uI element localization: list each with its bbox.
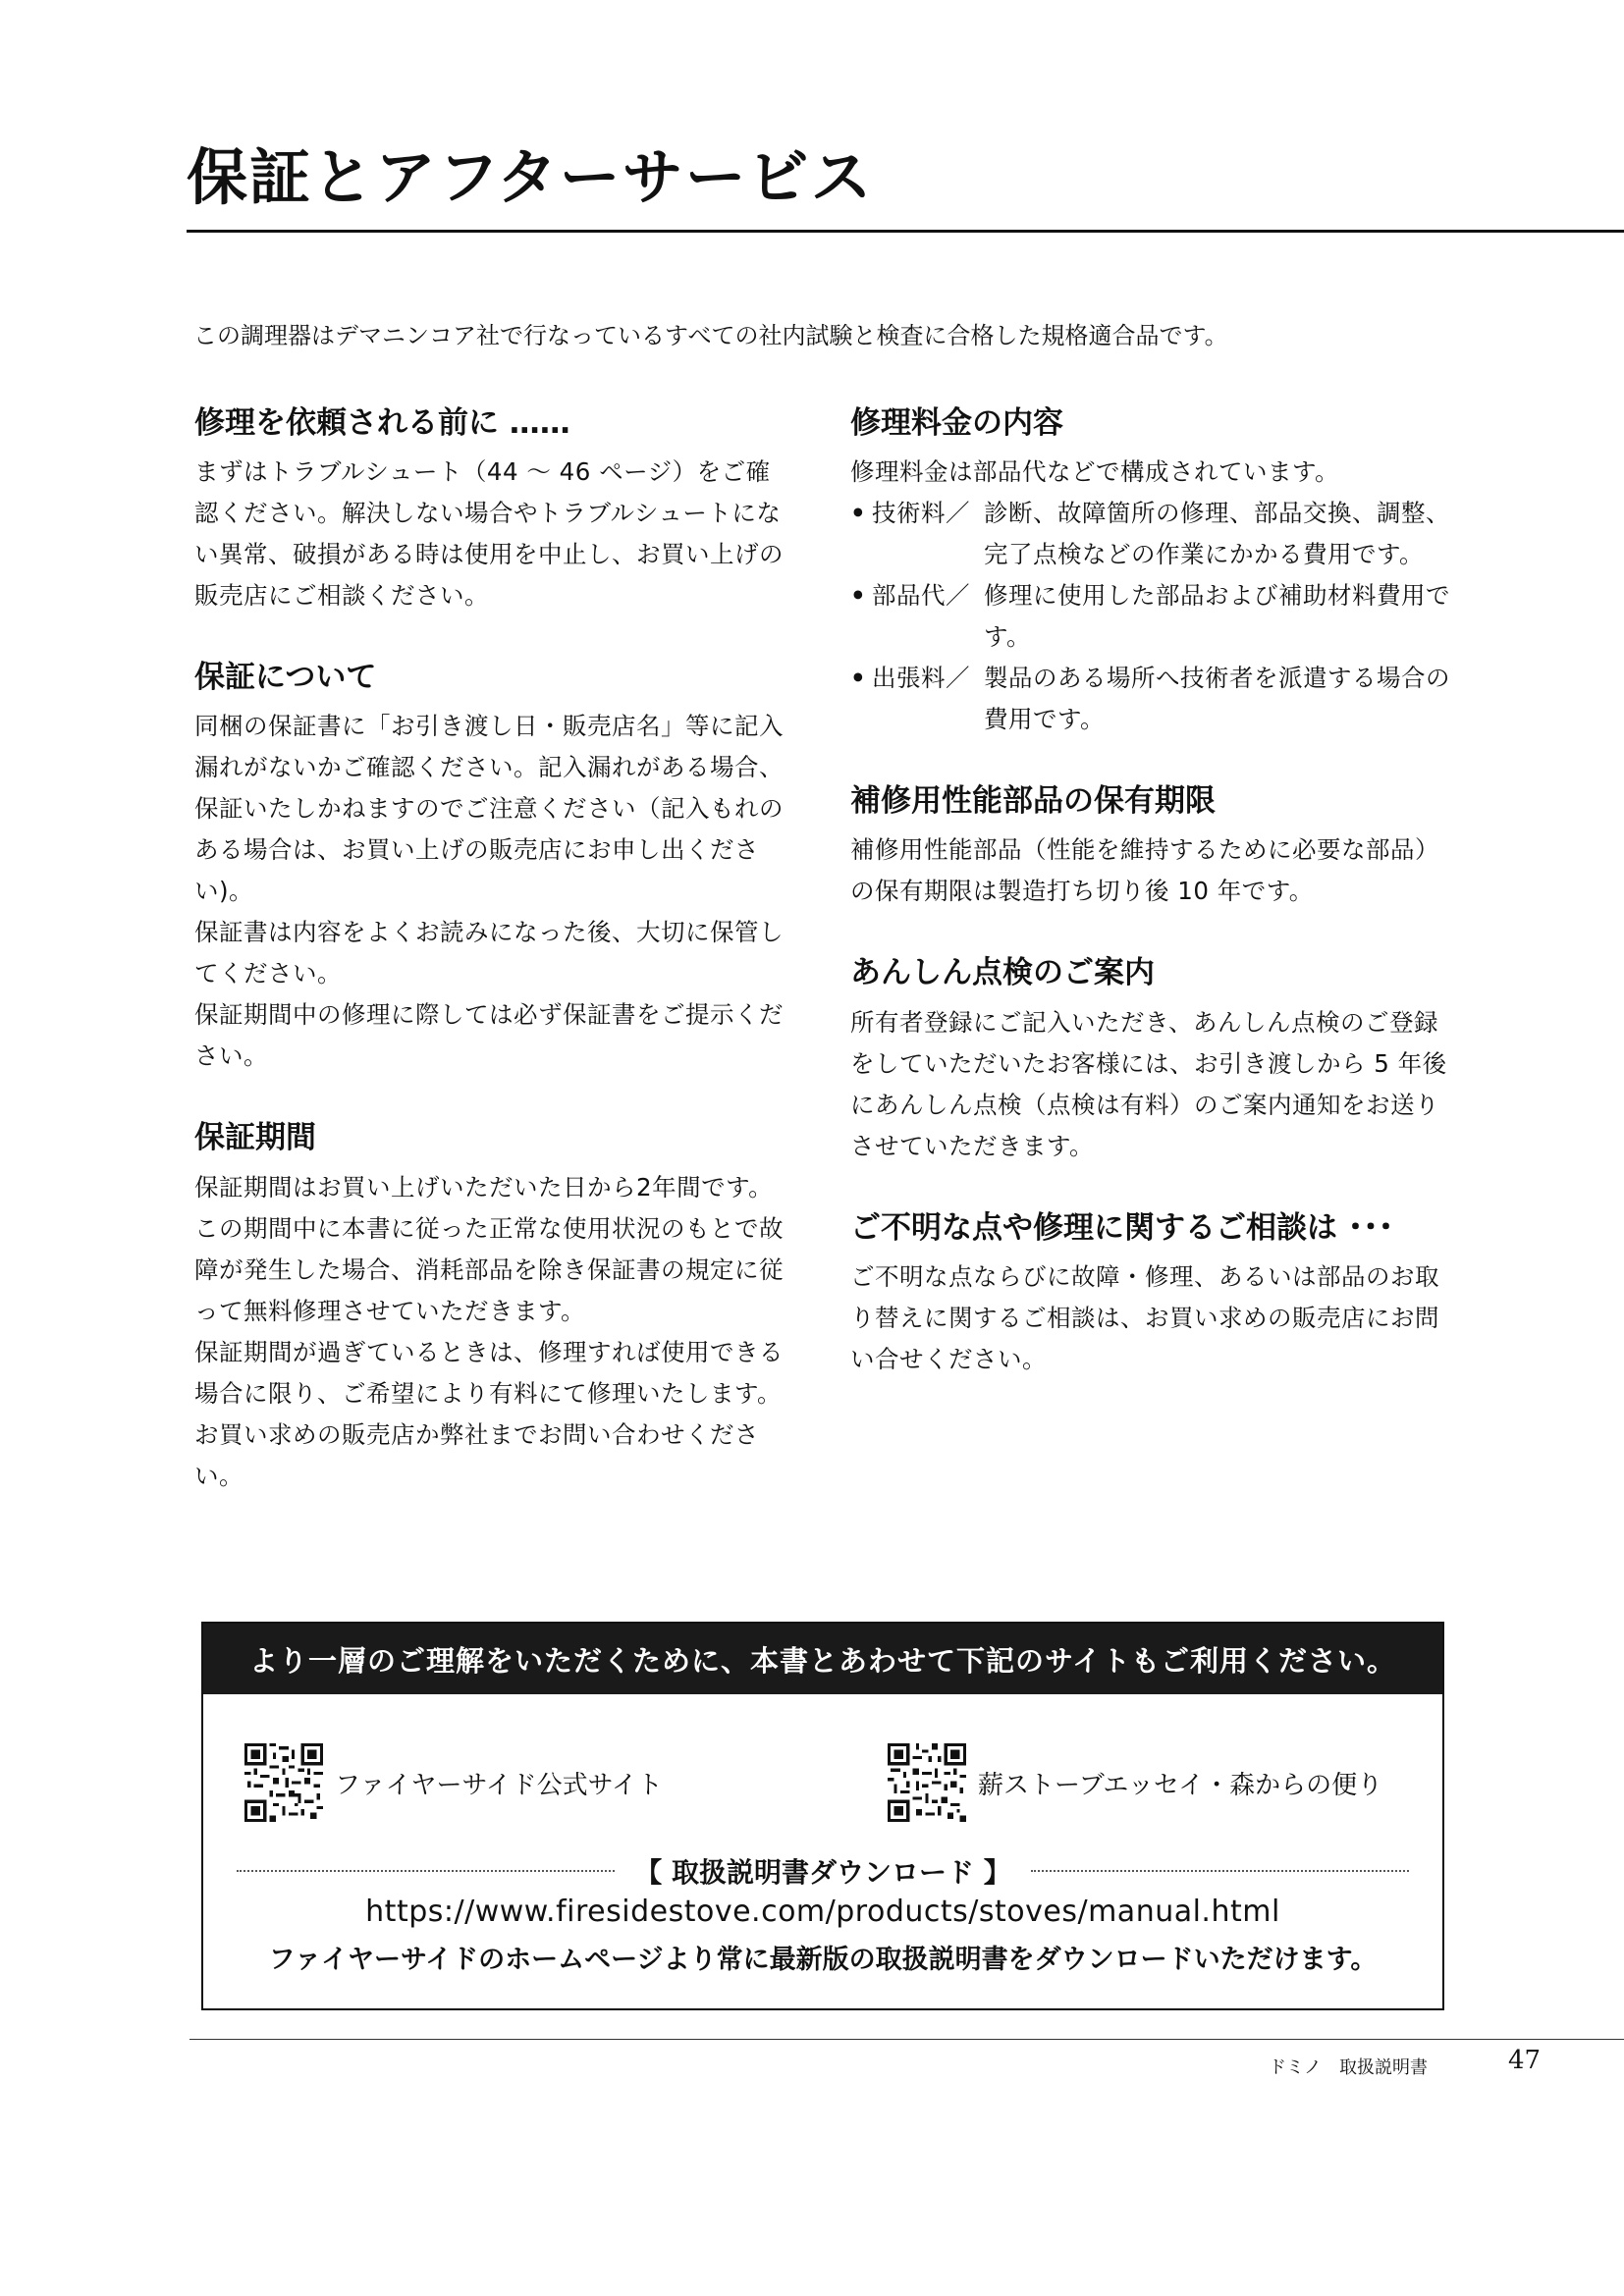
section-heading: 保証期間 [194,1120,316,1156]
section-warranty [194,660,784,1077]
section-paragraph: 保証期間が過ぎているときは、修理すれば使用できる場合に限り、ご希望により有料にて修理いたします。お買い求めの販売店か弊社までお問い合わせください。 [194,1337,784,1490]
section-paragraph: 所有者登録にご記入いただき、あんしん点検のご登録をしていただいたお客様には、お引き渡しから 5 年後にあんしん点検（点検は有料）のご案内通知をお送りさせていただきます。 [850,1007,1447,1160]
page-number: 47 [1508,2046,1542,2075]
left-column [194,405,784,1540]
section-paragraph: 保証書は内容をよくお読みになった後、大切に保管してください。 [194,918,784,988]
section-paragraph: 補修用性能部品（性能を維持するために必要な部品）の保有期限は製造打ち切り後 10 年です。 [850,835,1439,906]
qr-code-icon[interactable] [244,1743,323,1822]
info-box-header: より一層のご理解をいただくために、本書とあわせて下記のサイトもご利用ください。 [203,1624,1442,1694]
link-label[interactable]: 薪ストーブエッセイ・森からの便り [978,1770,1383,1800]
manual-download-url[interactable]: https://www.firesidestove.com/products/stoves/manual.html [365,1895,1280,1929]
section-paragraph: まずはトラブルシュート（44 ～ 46 ページ）をご確認ください。解決しない場合やトラブルシュートにない異常、破損がある時は使用を中止し、お買い上げの販売店にご相談ください。 [194,457,784,611]
section-heading: 保証について [194,660,377,696]
section-before-repair [194,405,784,616]
download-title-row [203,1851,1442,1891]
link-label[interactable]: ファイヤーサイド公式サイト [335,1770,663,1800]
section-heading: ご不明な点や修理に関するご相談は ･･･ [850,1209,1394,1246]
section-parts-retention [850,783,1459,912]
fee-term: 部品代／ [872,581,970,611]
info-box [201,1622,1444,2010]
section-paragraph: 同梱の保証書に「お引き渡し日・販売店名」等に記入漏れがないかご確認ください。記入漏れがある場合、保証いたしかねますのでご注意ください（記入もれのある場合は、お買い上げの販売店にお申し出ください)。 [194,712,784,906]
bullet-icon: • [850,499,867,528]
fee-description: 製品のある場所へ技術者を派遣する場合の費用です。 [984,664,1450,734]
right-column [850,405,1459,1423]
section-paragraph: 保証期間中の修理に際しては必ず保証書をご提示ください。 [194,1000,784,1071]
footer-divider [189,2039,1624,2040]
section-paragraph: 修理料金は部品代などで構成されています。 [850,457,1340,487]
intro-text: この調理器はデマニンコア社で行なっているすべての社内試験と検査に合格した規格適合品です。 [193,322,1228,349]
section-contact [850,1210,1459,1380]
section-inspection-guide [850,955,1459,1166]
section-repair-fees [850,405,1459,740]
official-site-link[interactable] [244,1743,663,1822]
dotted-divider [1031,1870,1409,1872]
download-title: 【 取扱説明書ダウンロード 】 [634,1856,1011,1889]
list-item [850,658,1459,740]
fee-description: 修理に使用した部品および補助材料費用です。 [984,581,1450,652]
fee-list [850,493,1459,740]
list-item [850,493,1459,575]
list-item [850,575,1459,658]
bullet-icon: • [850,581,867,611]
section-heading: あんしん点検のご案内 [850,955,1155,991]
section-warranty-period [194,1120,784,1496]
title-underline [187,230,1624,233]
bullet-icon: • [850,664,867,693]
section-paragraph: ご不明な点ならびに故障・修理、あるいは部品のお取り替えに関するご相談は、お買い求めの販売店にお問い合せください。 [850,1261,1439,1373]
section-heading: 修理料金の内容 [850,405,1063,441]
website-links [203,1694,1442,1842]
page-title: 保証とアフターサービス [187,141,874,213]
essay-site-link[interactable] [888,1743,1382,1822]
qr-code-icon[interactable] [888,1743,966,1822]
section-heading: 補修用性能部品の保有期限 [850,783,1216,820]
fee-term: 出張料／ [872,664,970,693]
section-heading: 修理を依頼される前に …… [194,405,570,441]
footer-document-title: ドミノ 取扱説明書 [1269,2057,1428,2078]
fee-description: 診断、故障箇所の修理、部品交換、調整、完了点検などの作業にかかる費用です。 [984,499,1450,569]
section-paragraph: 保証期間はお買い上げいただいた日から2年間です。この期間中に本書に従った正常な使用状況のもとで故障が発生した場合、消耗部品を除き保証書の規定に従って無料修理させていただきます。 [194,1172,784,1325]
download-note: ファイヤーサイドのホームページより常に最新版の取扱説明書をダウンロードいただけます。 [268,1945,1378,1975]
dotted-divider [237,1870,615,1872]
fee-term: 技術料／ [872,499,970,528]
